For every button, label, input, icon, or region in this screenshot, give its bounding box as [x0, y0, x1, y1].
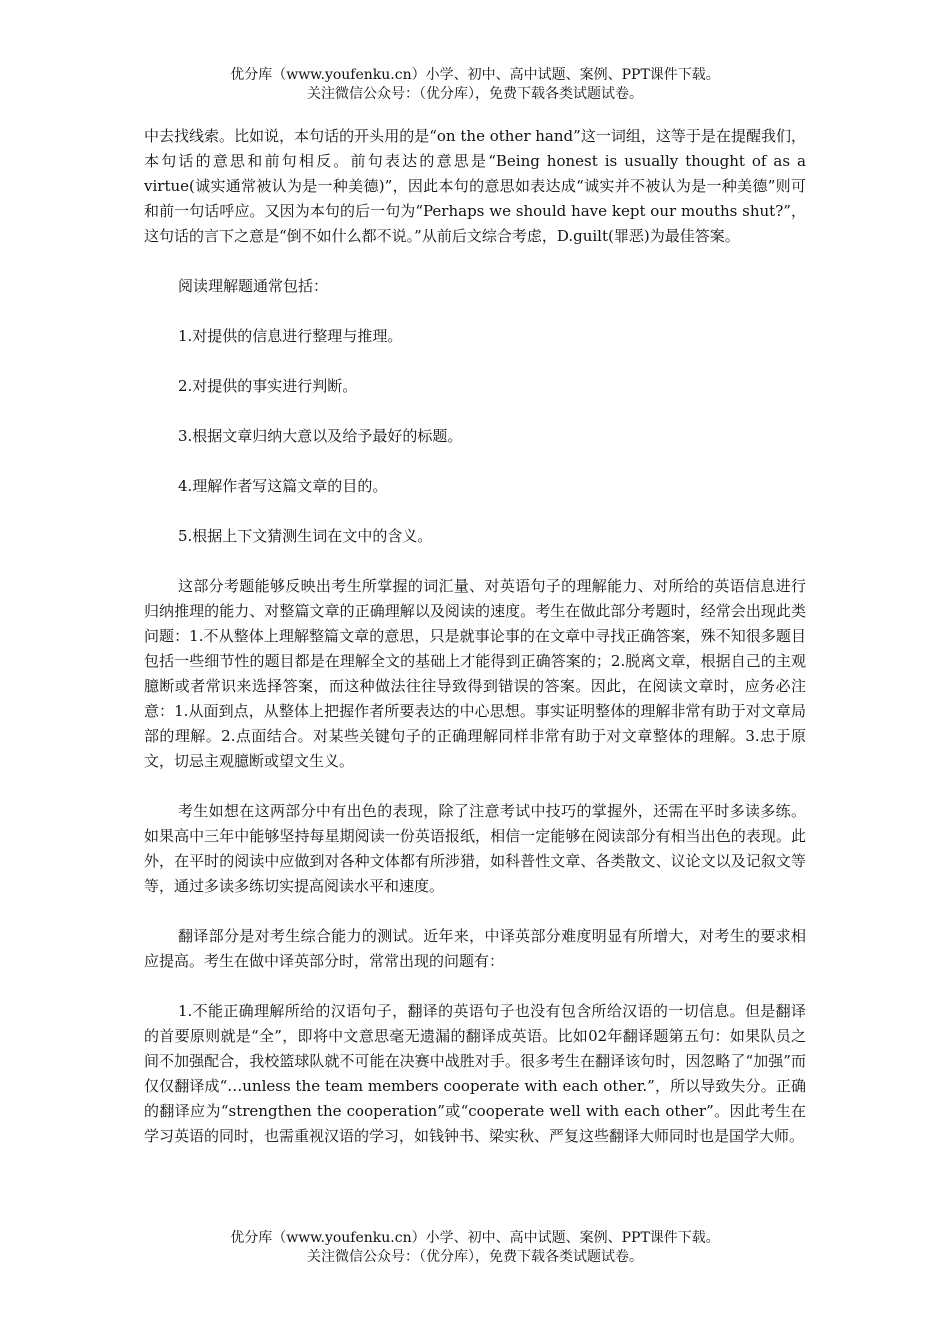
paragraph-reading-intro: 阅读理解题通常包括：: [178, 277, 329, 295]
paragraph-context-clue: 中去找线索。比如说，本句话的开头用的是“on the other hand”这一词组，这等于是在提醒我们，本句话的意思和前句相反。前句表达的意思是“Being honest is usually thought of as a virtue(诚实通常被认为是一种美德)”，因此本句的意思如表达成“诚实并不被认为是一种美德”则可和前一句话呼应。又因为本句的后一句为“Perhaps we should have kept our mouths shut?”，这句话的言下之意是“倒不如什么都不说。”从前后文综合考虑，D.guilt(罪恶)为最佳答案。: [144, 127, 806, 245]
paragraph-reading-skills: 这部分考题能够反映出考生所掌握的词汇量、对英语句子的理解能力、对所给的英语信息进行归纳推理的能力、对整篇文章的正确理解以及阅读的速度。考生在做此部分考题时，经常会出现此类问题：1.不从整体上理解整篇文章的意思，只是就事论事的在文章中寻找正确答案，殊不知很多题目包括一些细节性的题目都是在理解全文的基础上才能得到正确答案的；2.脱离文章，根据自己的主观臆断或者常识来选择答案，而这种做法往往导致得到错误的答案。因此，在阅读文章时，应务必注意：1.从面到点，从整体上把握作者所要表达的中心思想。事实证明整体的理解非常有助于对文章局部的理解。2.点面结合。对某些关键句子的正确理解同样非常有助于对文章整体的理解。3.忠于原文，切忌主观臆断或望文生义。: [144, 577, 806, 770]
page-footer: [0, 1229, 950, 1267]
paragraph-practice-advice: 考生如想在这两部分中有出色的表现，除了注意考试中技巧的掌握外，还需在平时多读多练。如果高中三年中能够坚持每星期阅读一份英语报纸，相信一定能够在阅读部分有相当出色的表现。此外，在平时的阅读中应做到对各种文体都有所涉猎，如科普性文章、各类散文、议论文以及记叙文等等，通过多读多练切实提高阅读水平和速度。: [144, 802, 806, 895]
page-header: [0, 66, 950, 104]
page-body: [144, 124, 806, 1174]
list-item: 2.对提供的事实进行判断。: [178, 377, 358, 395]
list-item: 5.根据上下文猜测生词在文中的含义。: [178, 527, 433, 545]
header-line-1: 优分库（www.youfenku.cn）小学、初中、高中试题、案例、PPT课件下载。: [230, 67, 720, 83]
paragraph-translation-issue-1: 1.不能正确理解所给的汉语句子，翻译的英语句子也没有包含所给汉语的一切信息。但是翻译的首要原则就是“全”，即将中文意思毫无遗漏的翻译成英语。比如02年翻译题第五句：如果队员之间不加强配合，我校篮球队就不可能在决赛中战胜对手。很多考生在翻译该句时，因忽略了“加强”而仅仅翻译成“…unless the team members cooperate with each other.”，所以导致失分。正确的翻译应为“strengthen the cooperation”或“cooperate well with each other”。因此考生在学习英语的同时，也需重视汉语的学习，如钱钟书、梁实秋、严复这些翻译大师同时也是国学大师。: [144, 1002, 806, 1145]
footer-line-2: 关注微信公众号：（优分库），免费下载各类试题试卷。: [307, 1249, 643, 1265]
header-line-2: 关注微信公众号：（优分库），免费下载各类试题试卷。: [307, 86, 643, 102]
footer-line-1: 优分库（www.youfenku.cn）小学、初中、高中试题、案例、PPT课件下载。: [230, 1230, 720, 1246]
list-item: 3.根据文章归纳大意以及给予最好的标题。: [178, 427, 463, 445]
list-item: 1.对提供的信息进行整理与推理。: [178, 327, 403, 345]
paragraph-translation-intro: 翻译部分是对考生综合能力的测试。近年来，中译英部分难度明显有所增大，对考生的要求相应提高。考生在做中译英部分时，常常出现的问题有：: [144, 927, 806, 970]
list-item: 4.理解作者写这篇文章的目的。: [178, 477, 388, 495]
